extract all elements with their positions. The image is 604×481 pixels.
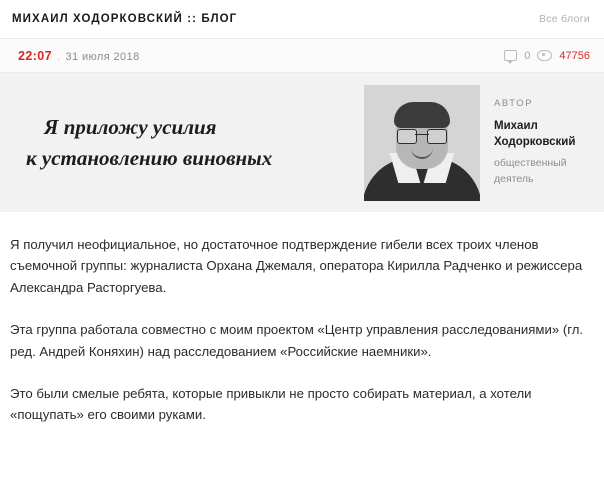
author-name-first: Михаил (494, 120, 538, 133)
views-count: 47756 (559, 49, 590, 62)
article-paragraph: Я получил неофициальное, но достаточное подтверждение гибели всех троих членов съемочной группы: журналиста Орхана Джемаля, оператора Кирилла Радченко и режиссера Александра Расторгуева. (10, 237, 583, 295)
article-paragraph: Это были смелые ребята, которые привыкли не просто собирать материал, а хотели «пощупать» его своими руками. (10, 385, 532, 423)
site-brand-title[interactable]: МИХАИЛ ХОДОРКОВСКИЙ :: БЛОГ (12, 13, 238, 25)
post-title-line-2: к установлению виновных (26, 145, 273, 170)
portrait-glasses (397, 129, 447, 142)
author-role-line-1: общественный (494, 157, 567, 170)
eye-icon (537, 50, 552, 61)
author-name-last: Ходорковский (494, 135, 576, 148)
post-stats (504, 50, 590, 62)
article-paragraph: Эта группа работала совместно с моим проектом «Центр управления расследованиями» (гл. ред. Андрей Коняхин) над расследованием «Российские наемники». (10, 322, 584, 359)
meta-separator: . (56, 50, 61, 63)
post-title (0, 112, 364, 173)
portrait-glasses-bridge (415, 134, 429, 136)
post-title-line-1: Я приложу усилия (44, 115, 217, 140)
author-card (494, 98, 604, 186)
post-meta-bar (0, 38, 604, 72)
author-role (494, 156, 596, 186)
author-kicker-label: АВТОР (494, 98, 534, 110)
all-blogs-link[interactable]: Все блоги (538, 13, 590, 25)
author-portrait-photo (364, 85, 480, 201)
author-role-line-2: деятель (494, 172, 534, 185)
comment-bubble-icon (504, 50, 517, 61)
site-header (0, 0, 604, 38)
portrait-hair (394, 102, 450, 128)
post-datetime (18, 49, 140, 63)
post-time: 22:07 (18, 48, 52, 63)
author-name[interactable] (494, 119, 596, 150)
post-hero (0, 72, 604, 212)
comments-count[interactable]: 0 (524, 49, 531, 62)
post-date: 31 июля 2018 (65, 50, 140, 63)
article-body (0, 212, 604, 426)
